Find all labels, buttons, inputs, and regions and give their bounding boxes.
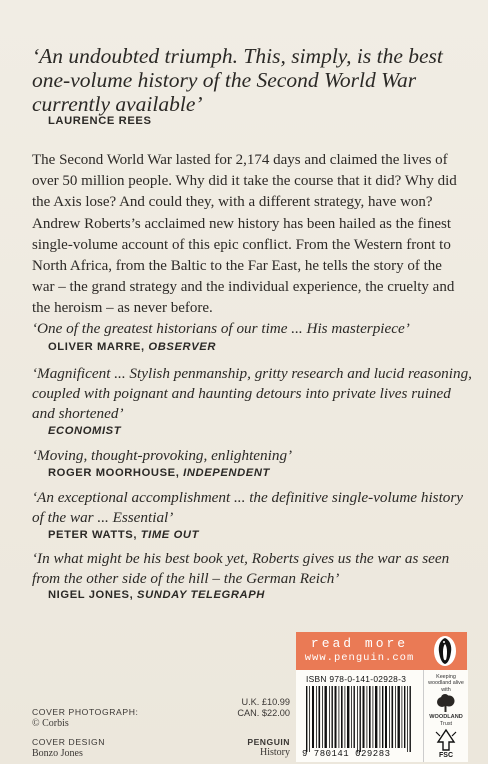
woodland-trust-text: Keeping woodland alive with (428, 674, 464, 693)
publisher-name: PENGUIN (247, 737, 290, 747)
cover-design-credit: Bonzo Jones (32, 748, 83, 759)
review-attribution: PETER WATTS, TIME OUT (48, 529, 199, 541)
cover-design-credit-label: COVER DESIGN (32, 737, 106, 747)
certification-panel (423, 670, 468, 762)
penguin-logo-box (423, 632, 467, 670)
barcode-panel (296, 670, 423, 762)
book-category: History (260, 747, 290, 758)
website-url: www.penguin.com (304, 652, 415, 664)
tree-icon (424, 694, 468, 714)
review-attribution: ECONOMIST (48, 425, 122, 437)
review-quote: ‘Magnificent ... Stylish penmanship, gritty research and lucid reasoning, coupled with poignant and haunting detours into private lives ruined and shortened’ (32, 365, 472, 422)
barcode-number: 9 780141 029283 (302, 749, 391, 759)
fsc-label: FSC (439, 752, 453, 759)
lead-quote-attribution: LAURENCE REES (48, 115, 152, 127)
price-uk: U.K. £10.99 (241, 697, 290, 707)
review-quote: ‘Moving, thought-provoking, enlightening’ (32, 447, 293, 464)
cover-photo-credit-label: COVER PHOTOGRAPH: (32, 707, 139, 717)
read-more-banner (296, 632, 423, 670)
review-quote: ‘In what might be his best book yet, Roberts gives us the war as seen from the other side of the hill – the German Reich’ (32, 550, 450, 587)
penguin-logo-icon (423, 632, 467, 670)
isbn-text: ISBN 978-0-141-02928-3 (306, 674, 407, 684)
review-attribution: NIGEL JONES, SUNDAY TELEGRAPH (48, 589, 265, 601)
read-more-text: read more (310, 636, 409, 651)
woodland-trust-label: WOODLAND (429, 714, 463, 720)
book-blurb: The Second World War lasted for 2,174 days and claimed the lives of over 50 million people. Why did it take the course that it did? Why did the Axis lose? And could they, with a different strategy, have won? Andrew Roberts’s acclaimed new history has been hailed as the finest single-volume account of this epic conflict. From the Western front to North Africa, from the Baltic to the Far East, he tells the story of the war – the grand strategy and the individual experience, the cruelty and the heroism – as never before. (32, 152, 457, 317)
lead-quote: ‘An undoubted triumph. This, simply, is the best one-volume history of the Second World War currently available’ (32, 44, 443, 116)
fsc-tree-icon (424, 728, 468, 754)
cover-photo-credit: © Corbis (32, 718, 69, 729)
woodland-trust-sub: Trust (439, 721, 453, 727)
review-attribution: OLIVER MARRE, OBSERVER (48, 341, 216, 353)
review-attribution: ROGER MOORHOUSE, INDEPENDENT (48, 467, 270, 479)
price-can: CAN. $22.00 (237, 708, 290, 718)
review-quote: ‘One of the greatest historians of our time ... His masterpiece’ (32, 320, 410, 337)
review-quote: ‘An exceptional accomplishment ... the definitive single-volume history of the war ... Essential’ (32, 489, 464, 526)
